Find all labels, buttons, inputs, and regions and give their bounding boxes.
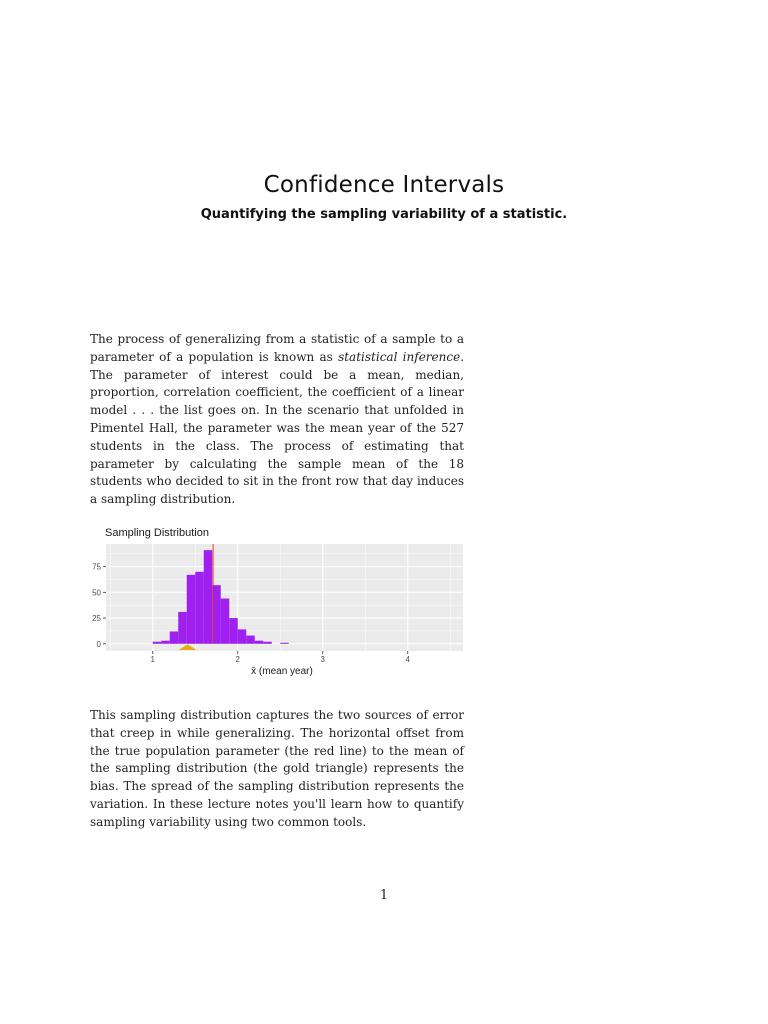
- histogram-bar: [280, 643, 289, 644]
- histogram-bar: [246, 636, 255, 644]
- histogram-bar: [153, 642, 162, 644]
- statistical-inference-term: statistical inference: [338, 349, 461, 364]
- histogram-bar: [195, 572, 204, 644]
- histogram-bar: [263, 642, 272, 644]
- histogram-bar: [229, 618, 238, 644]
- y-axis: [92, 563, 106, 649]
- page-number: 1: [379, 888, 389, 903]
- x-tick-label: 1: [150, 655, 155, 664]
- intro-text-start: The process of generalizing from a statistic of a sample to a parameter of a population is known as: [90, 332, 464, 364]
- y-tick-label: 25: [92, 614, 101, 624]
- intro-text-end: . The parameter of interest could be a mean, median, proportion, correlation coefficient, the coefficient of a linear model . . . the list goes on. In the scenario that unfolded in Pimentel Hall, the parameter was the mean year of the 527 students in the class. The process of estimating that parameter by calculating the sample mean of the 18 students who decided to sit in the front row that day induces a sampling distribution.: [90, 349, 465, 507]
- chart-panel: [106, 544, 463, 651]
- x-tick-label: 2: [235, 655, 240, 664]
- x-tick-label: 3: [320, 655, 325, 664]
- histogram-bar: [221, 599, 230, 644]
- histogram-bar: [161, 641, 170, 644]
- sampling-distribution-chart: [86, 520, 468, 686]
- histogram-bar: [170, 631, 179, 643]
- histogram-bar: [238, 629, 247, 643]
- histogram-bar: [204, 550, 213, 644]
- page-title: Confidence Intervals: [263, 172, 505, 198]
- page-subtitle: Quantifying the sampling variability of a statistic.: [200, 207, 568, 222]
- y-tick-label: 50: [92, 588, 101, 598]
- y-tick-label: 0: [96, 639, 101, 649]
- histogram-bar: [178, 612, 187, 644]
- x-axis: [151, 651, 411, 664]
- intro-paragraph: [90, 331, 464, 509]
- x-tick-label: 4: [405, 655, 410, 664]
- y-tick-label: 75: [92, 562, 101, 572]
- x-axis-label: x̄ (mean year): [251, 666, 313, 677]
- chart-title: Sampling Distribution: [105, 527, 209, 539]
- explanation-paragraph: This sampling distribution captures the two sources of error that creep in while generalizing. The horizontal offset from the true population parameter (the red line) to the mean of the sampling distribution (the gold triangle) represents the bias. The spread of the sampling distribution represents the variation. In these lecture notes you'll learn how to quantify sampling variability using two common tools.: [90, 708, 464, 829]
- histogram-bar: [255, 641, 264, 644]
- histogram-bar: [187, 575, 196, 644]
